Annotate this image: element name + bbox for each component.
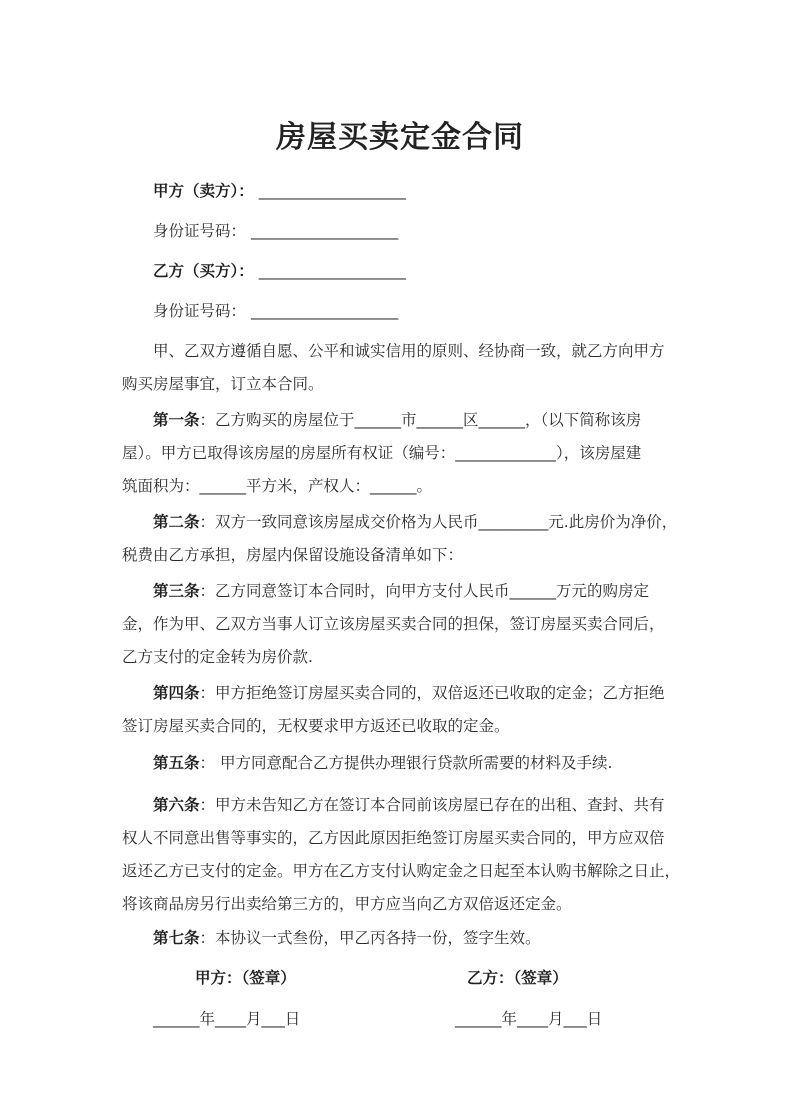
party-a-signature-label: 甲方：（签章） [195, 969, 296, 987]
article-heading: 第七条 [153, 929, 200, 947]
article-6 [122, 789, 682, 921]
party-b-id-label: 身份证号码： [153, 302, 247, 320]
article-line: 屋）。甲方已取得该房屋的房屋所有权证（编号：_____________），该房屋建 [122, 444, 642, 462]
preamble-line: 甲、乙双方遵循自愿、公平和诚实信用的原则、经协商一致，就乙方向甲方 [153, 342, 665, 360]
article-line: 签订房屋买卖合同的，无权要求甲方返还已收取的定金。 [122, 717, 510, 735]
article-line: ： 甲方同意配合乙方提供办理银行贷款所需要的材料及手续. [199, 754, 613, 772]
article-line: ：本协议一式叁份，甲乙丙各持一份，签字生效。 [199, 929, 541, 947]
article-heading: 第四条 [153, 684, 200, 702]
party-a-label: 甲方（卖方）： [153, 182, 254, 200]
party-b-id-line [153, 301, 398, 321]
article-line: ：乙方购买的房屋位于______市______区______，（以下简称该房 [199, 411, 642, 429]
article-1 [122, 404, 682, 503]
party-a-blank: ___________________ [258, 182, 406, 200]
party-b-id-blank: ___________________ [250, 302, 399, 320]
article-line: ：乙方同意签订本合同时，向甲方支付人民币______万元的购房定 [199, 582, 650, 600]
party-a-id-blank: ___________________ [250, 222, 399, 240]
party-a-date: ______年____月___日 [153, 1010, 301, 1028]
party-a-id-label: 身份证号码： [153, 222, 247, 240]
party-a-id-line [153, 221, 398, 241]
article-line: 权人不同意出售等事实的，乙方因此原因拒绝签订房屋买卖合同的，甲方应双倍 [122, 829, 665, 847]
article-heading: 第一条 [153, 411, 200, 429]
article-line: 金，作为甲、乙双方当事人订立该房屋买卖合同的担保，签订房屋买卖合同后， [122, 615, 665, 633]
preamble-line: 购买房屋事宜，订立本合同。 [122, 375, 324, 393]
party-b-date: ______年____月___日 [455, 1010, 603, 1028]
article-heading: 第五条 [153, 754, 200, 772]
article-4 [122, 677, 682, 743]
party-b-blank: ___________________ [258, 262, 406, 280]
article-heading: 第六条 [153, 796, 200, 814]
article-7 [122, 922, 682, 955]
party-a-line [153, 181, 406, 201]
article-heading: 第二条 [153, 513, 200, 531]
article-line: 将该商品房另行出卖给第三方的，甲方应当向乙方双倍返还定金。 [122, 895, 572, 913]
party-b-signature-label: 乙方：（签章） [467, 969, 568, 987]
article-line: ：甲方未告知乙方在签订本合同前该房屋已存在的出租、查封、共有 [199, 796, 665, 814]
preamble [122, 335, 682, 401]
article-heading: 第三条 [153, 582, 200, 600]
page-title: 房屋买卖定金合同 [276, 120, 524, 155]
party-b-label: 乙方（买方）： [153, 262, 254, 280]
article-5 [122, 747, 682, 780]
article-line: ：甲方拒绝签订房屋买卖合同的，双倍返还已收取的定金；乙方拒绝 [199, 684, 665, 702]
article-3 [122, 575, 682, 674]
article-line: ：双方一致同意该房屋成交价格为人民币_________元.此房价为净价， [199, 513, 678, 531]
article-2 [122, 506, 682, 572]
article-line: 筑面积为：______平方米，产权人：______。 [122, 477, 433, 495]
article-line: 乙方支付的定金转为房价款. [122, 648, 313, 666]
article-line: 返还乙方已支付的定金。甲方在乙方支付认购定金之日起至本认购书解除之日止， [122, 862, 681, 880]
article-line: 税费由乙方承担，房屋内保留设施设备清单如下： [122, 546, 464, 564]
party-b-line [153, 261, 406, 281]
